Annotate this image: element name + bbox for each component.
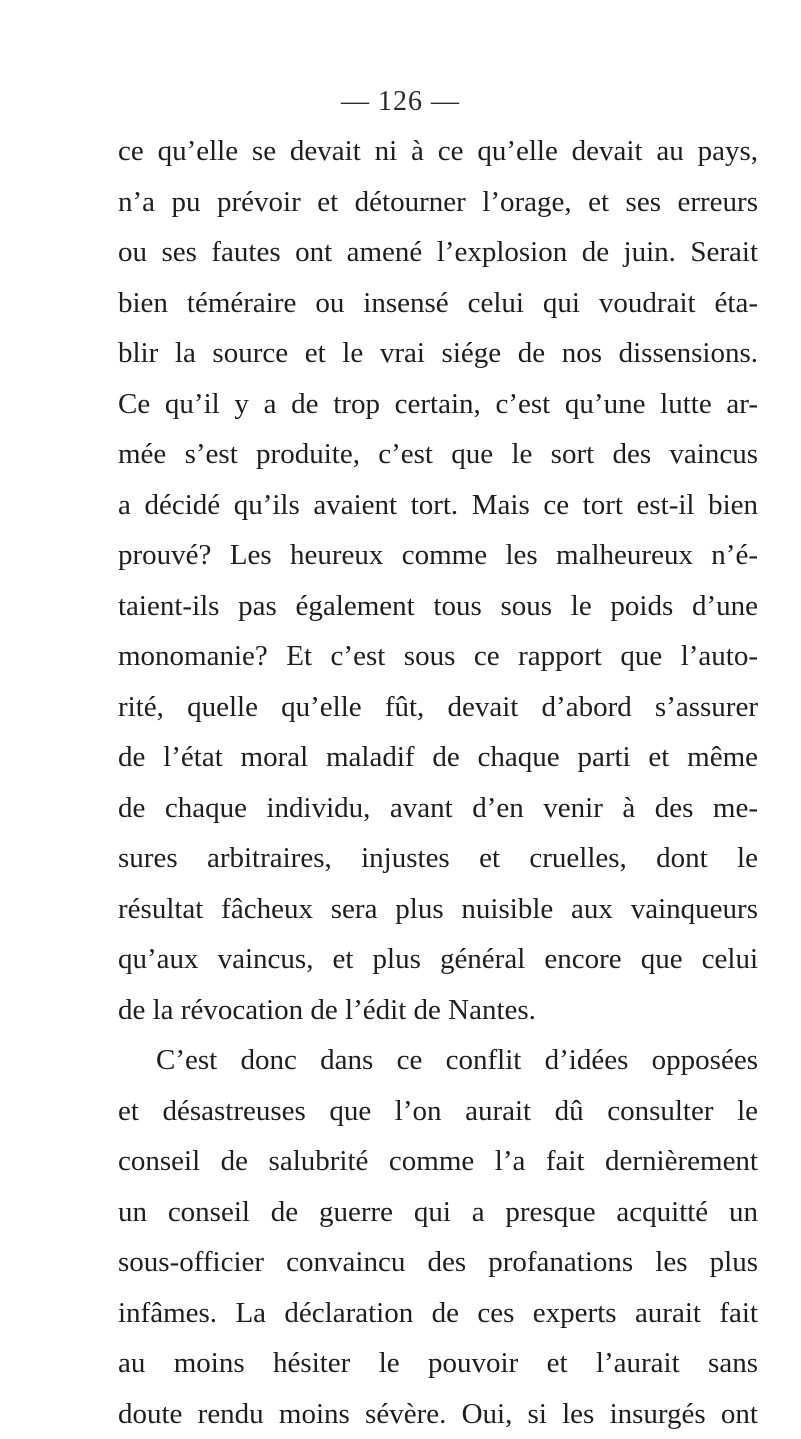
text-line: prouvé? Les heureux comme les malheureux n’é-: [118, 530, 758, 581]
text-line: infâmes. La déclaration de ces experts aurait fait: [118, 1288, 758, 1339]
text-line: ce qu’elle se devait ni à ce qu’elle devait au pays,: [118, 126, 758, 177]
text-line: ou ses fautes ont amené l’explosion de juin. Serait: [118, 227, 758, 278]
text-line: blir la source et le vrai siége de nos dissensions.: [118, 328, 758, 379]
text-line: mée s’est produite, c’est que le sort des vaincus: [118, 429, 758, 480]
text-line: rité, quelle qu’elle fût, devait d’abord s’assurer: [118, 682, 758, 733]
text-line: de la révocation de l’édit de Nantes.: [118, 985, 758, 1036]
text-line: au moins hésiter le pouvoir et l’aurait sans: [118, 1338, 758, 1389]
text-line: et désastreuses que l’on aurait dû consulter le: [118, 1086, 758, 1137]
text-line: taient-ils pas également tous sous le poids d’une: [118, 581, 758, 632]
text-line: conseil de salubrité comme l’a fait dernièrement: [118, 1136, 758, 1187]
page-number: — 126 —: [0, 86, 801, 118]
body-text: [118, 126, 758, 1439]
text-line: n’a pu prévoir et détourner l’orage, et ses erreurs: [118, 177, 758, 228]
text-line: de l’état moral maladif de chaque parti et même: [118, 732, 758, 783]
text-line: résultat fâcheux sera plus nuisible aux vainqueurs: [118, 884, 758, 935]
text-line: sous-officier convaincu des profanations les plus: [118, 1237, 758, 1288]
text-line: a décidé qu’ils avaient tort. Mais ce tort est-il bien: [118, 480, 758, 531]
text-line: un conseil de guerre qui a presque acquitté un: [118, 1187, 758, 1238]
text-line: qu’aux vaincus, et plus général encore que celui: [118, 934, 758, 985]
text-line: bien téméraire ou insensé celui qui voudrait éta-: [118, 278, 758, 329]
text-line: doute rendu moins sévère. Oui, si les insurgés ont: [118, 1389, 758, 1439]
text-line: monomanie? Et c’est sous ce rapport que l’auto-: [118, 631, 758, 682]
paragraph-start-line: C’est donc dans ce conflit d’idées opposées: [118, 1035, 758, 1086]
text-line: sures arbitraires, injustes et cruelles, dont le: [118, 833, 758, 884]
text-line: de chaque individu, avant d’en venir à des me-: [118, 783, 758, 834]
text-line: Ce qu’il y a de trop certain, c’est qu’une lutte ar-: [118, 379, 758, 430]
